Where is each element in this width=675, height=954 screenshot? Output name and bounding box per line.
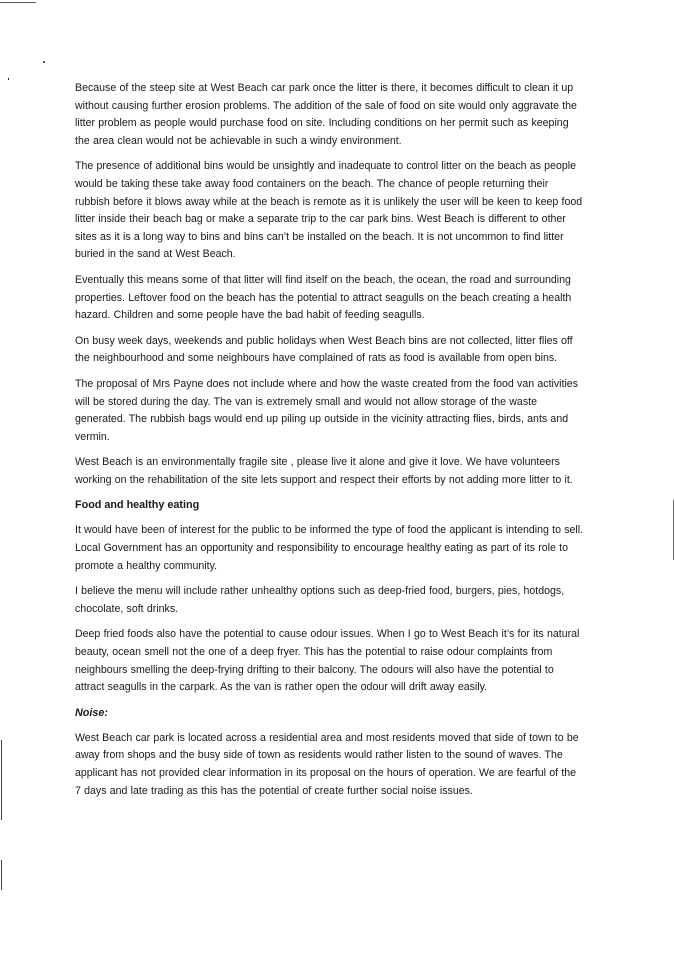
section-heading-food: Food and healthy eating bbox=[75, 499, 200, 512]
paragraph-fragile-site: West Beach is an environmentally fragile site , please live it alone and give it love. We have volunteers working on the rehabilitation of the site lets support and respect their efforts by not adding more litter to it. bbox=[75, 456, 573, 486]
scan-edge-line bbox=[0, 2, 36, 3]
document-body bbox=[75, 80, 585, 808]
scan-speck bbox=[43, 61, 45, 63]
paragraph-odour: Deep fried foods also have the potential to cause odour issues. When I go to West Beach it’s for its natural beauty, ocean smell not the one of a deep fryer. This has the potential to raise odour complaints from neighbours smelling the deep-frying drifting to their balcony. The odours will also have the potential to attract seagulls in the carpark. As the van is rather open the odour will drift away easily. bbox=[75, 628, 580, 694]
paragraph-additional-bins: The presence of additional bins would be unsightly and inadequate to control litter on the beach as people would be taking these take away food containers on the beach. The chance of people returning their rubbish before it blows away while at the beach is remote as it is unlikely the user will be keen to keep food litter inside their beach bag or make a separate trip to the car park bins. West Beach is different to other sites as it is a long way to bins and bins can’t be installed on the beach. It is not uncommon to find litter buried in the sand at West Beach. bbox=[75, 160, 583, 261]
paragraph-noise: West Beach car park is located across a residential area and most residents moved that side of town to be away from shops and the busy side of town as residents would rather listen to the sound of waves. The applicant has not provided clear information in its proposal on the hours of operation. We are fearful of the 7 days and late trading as this has the potential of create further social noise issues. bbox=[75, 731, 579, 797]
paragraph-litter-erosion: Because of the steep site at West Beach car park once the litter is there, it becomes difficult to clean it up without causing further erosion problems. The addition of the sale of food on site would only aggravate the litter problem as people would purchase food on site. Including conditions on her permit such as keeping the area clean would not be achievable in such a windy environment. bbox=[75, 82, 577, 147]
paragraph-litter-spread: Eventually this means some of that litter will find itself on the beach, the ocean, the road and surrounding properties. Leftover food on the beach has the potential to attract seagulls on the beach creating a health hazard. Children and some people have the bad habit of feeding seagulls. bbox=[75, 273, 572, 322]
section-heading-noise: Noise: bbox=[75, 706, 108, 719]
paragraph-food-type: It would have been of interest for the public to be informed the type of food the applicant is intending to sell. Local Government has an opportunity and responsibility to encourage healthy eating as part of its role to promote a healthy community. bbox=[75, 524, 584, 572]
paragraph-menu: I believe the menu will include rather unhealthy options such as deep-fried food, burgers, pies, hotdogs, chocolate, soft drinks. bbox=[75, 585, 565, 615]
paragraph-busy-days: On busy week days, weekends and public holidays when West Beach bins are not collected, litter flies off the neighbourhood and some neighbours have complained of rats as food is available from open bins. bbox=[75, 334, 573, 365]
scan-edge-mark bbox=[1, 740, 2, 820]
scan-edge-mark bbox=[673, 500, 674, 560]
scan-edge-mark bbox=[1, 860, 2, 890]
scan-speck bbox=[8, 78, 9, 80]
paragraph-waste-storage: The proposal of Mrs Payne does not include where and how the waste created from the food van activities will be stored during the day. The van is extremely small and would not allow storage of the waste generated. The rubbish bags would end up piling up outside in the vicinity attracting flies, birds, ants and vermin. bbox=[75, 377, 578, 443]
